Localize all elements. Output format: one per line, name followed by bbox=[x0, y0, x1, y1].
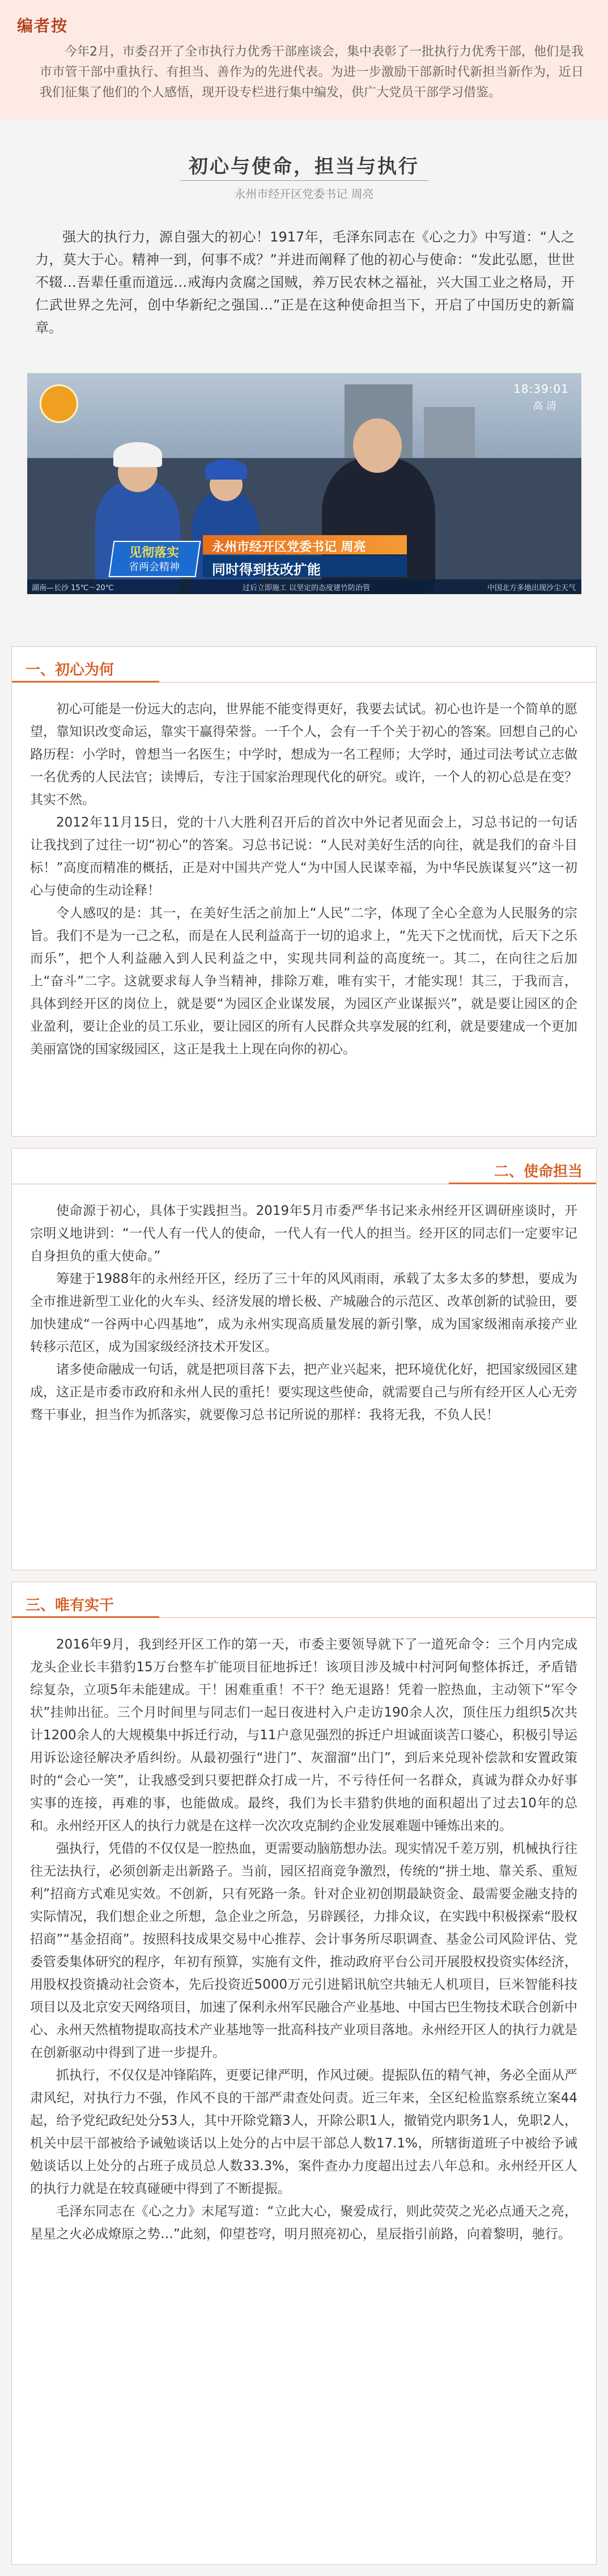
caption-badge-top: 见彻落实 bbox=[129, 546, 179, 560]
ticker-right: 中国北方多地出现沙尘天气 bbox=[487, 584, 576, 592]
section-card-2 bbox=[11, 1148, 597, 1570]
intro-paragraph: 强大的执行力，源自强大的初心！1917年，毛泽东同志在《心之力》中写道：“人之力，莫大于心。精神一到，何事不成？”并进而阐释了他的初心与使命：“发此弘愿，世世不辍…吾辈任重而道远…戒海内贪腐之国贼，养万民农林之福祉，兴大国工业之格局，开仁武世界之先河，创中华新纪之强国…”正是在这种使命担当下，开启了中国历史的新篇章。 bbox=[35, 229, 575, 336]
section-paragraph: 初心可能是一份远大的志向，世界能不能变得更好，我要去试试。初心也许是一个简单的愿望，靠知识改变命运，靠实干赢得荣誉。一千个人，会有一千个关于初心的答案。回想自己的心路历程：小学时，曾想当一名医生；中学时，想成为一名工程师；大学时，通过司法考试立志做一名优秀的人民法官；读博后，专注于国家治理现代化的研究。或许，一个人的初心总是在变？其实不然。 bbox=[30, 702, 577, 807]
section-title-underline bbox=[12, 1616, 159, 1618]
editor-note-text: 今年2月，市委召开了全市执行力优秀干部座谈会，集中表彰了一批执行力优秀干部，他们是我市市管干部中重执行、有担当、善作为的先进代表。为进一步激励干部新时代新担当新作为，近日我们征集了他们的个人感悟，现开设专栏进行集中编发，供广大党员干部学习借鉴。 bbox=[40, 45, 584, 100]
section-title-underline bbox=[12, 681, 159, 683]
caption-subtitle: 同时得到技改扩能 bbox=[212, 562, 321, 578]
section-paragraph: 抓执行，不仅仅是冲锋陷阵，更要记律严明，作风过硬。提振队伍的精气神，务必全面从严肃风纪，对执行力不强，作风不良的干部严肃查处问责。近三年来，全区纪检监察系统立案44起，给予党纪政纪处分53人，其中开除党籍3人，开除公职1人，撤销党内职务1人，免职2人，机关中层干部被给予诫勉谈话以上处分的占中层干部总人数17.1%，所辖街道班子中被给予诫勉谈话以上处分的占班子成员总人数33.3%，案件查办力度超出过去八年总和。永州经开区人的执行力就是在较真碰硬中得到了不断提振。 bbox=[30, 2068, 577, 2196]
section-paragraph: 毛泽东同志在《心之力》末尾写道：“立此大心，聚爱成行，则此荧荧之光必点通天之亮，星星之火必成燎原之势…”此刻，仰望苍穹，明月照亮初心，星辰指引前路，向着黎明，驰行。 bbox=[30, 2204, 577, 2242]
section-card-1 bbox=[11, 646, 597, 1137]
section-card-3 bbox=[11, 1582, 597, 2565]
tv-quality: 高 清 bbox=[533, 400, 556, 412]
section-header bbox=[12, 1582, 596, 1619]
article-byline: 永州市经开区党委书记 周亮 bbox=[234, 187, 374, 201]
section-rule bbox=[159, 682, 596, 683]
section-paragraph: 强执行，凭借的不仅仅是一腔热血，更需要动脑筋想办法。现实情况千差万别，机械执行往往无法执行，必须创新走出新路子。当前，园区招商竞争激烈，传统的“拼土地、靠关系、重短利”招商方式难见实效。不创新，只有死路一条。针对企业初创期最缺资金、最需要金融支持的实际情况，我们想企业之所想，急企业之所急，另辟蹊径，力排众议，在实践中积极探索“股权招商”“基金招商”。按照科技成果交易中心推荐、会计事务所尽职调查、基金公司风险评估、党委管委集体研究的程序，年初有预算，实施有文件，推动政府平台公司开展股权投资实体经济，用股权投资撬动社会资本，先后投资近5000万元引进韬讯航空共轴无人机项目，巨米智能科技项目以及北京安天网络项目，加速了保利永州军民融合产业基地、中国古巴生物技术联合创新中心、永州天然植物提取高技术产业基地等一批高科技产业项目落地。永州经开区人的执行力就是在创新驱动中得到了进一步提升。 bbox=[30, 1841, 577, 2060]
official-head bbox=[353, 418, 402, 473]
section-body bbox=[30, 1633, 577, 2245]
article-title: 初心与使命，担当与执行 bbox=[189, 155, 419, 178]
section-title-underline bbox=[449, 1183, 596, 1184]
white-helmet bbox=[113, 442, 162, 467]
ticker-mid: 过后立即施工 以坚定的态度建竹防治管 bbox=[243, 584, 371, 592]
section-body bbox=[30, 698, 577, 1061]
caption-badge-bottom: 省两会精神 bbox=[129, 561, 180, 573]
section-title: 二、使命担当 bbox=[494, 1163, 583, 1180]
section-title: 一、初心为何 bbox=[25, 662, 114, 679]
news-photo bbox=[27, 373, 581, 594]
section-header bbox=[12, 647, 596, 683]
section-body bbox=[30, 1200, 577, 1426]
section-paragraph: 使命源于初心，具体于实践担当。2019年5月市委严华书记来永州经开区调研座谈时，开宗明义地讲到：“一代人有一代人的使命，一代人有一代人的担当。经开区的同志们一定要牢记自身担负的重大使命。” bbox=[30, 1204, 577, 1264]
section-paragraph: 2012年11月15日，党的十八大胜利召开后的首次中外记者见面会上，习总书记的一句话让我找到了过往一切“初心”的答案。习总书记说：“人民对美好生活的向往，就是我们的奋斗目标！”高度而精准的概括，正是对中国共产党人“为中国人民谋幸福，为中华民族谋复兴”这一初心与使命的生动诠释！ bbox=[30, 815, 577, 898]
editor-note bbox=[0, 0, 608, 119]
title-divider bbox=[180, 180, 428, 181]
intro-text bbox=[35, 226, 575, 339]
article-header bbox=[0, 130, 608, 210]
tv-station-logo-icon bbox=[40, 384, 78, 423]
ticker-left: 湖南—长沙 15℃～20℃ bbox=[32, 584, 114, 592]
section-paragraph: 筹建于1988年的永州经开区，经历了三十年的风风雨雨，承载了太多太多的梦想，要成为全市推进新型工业化的火车头、经济发展的增长极、产城融合的示范区、改革创新的试验田，要加快建成“一谷两中心四基地”，成为永州实现高质量发展的新引擎，成为国家级湘南承接产业转移示范区，成为国家级经济技术开发区。 bbox=[30, 1272, 577, 1354]
caption-person: 永州市经开区党委书记 周亮 bbox=[212, 540, 366, 554]
blue-helmet bbox=[205, 459, 247, 480]
tv-time: 18:39:01 bbox=[513, 382, 569, 396]
section-paragraph: 诸多使命融成一句话，就是把项目落下去，把产业兴起来，把环境优化好，把国家级园区建成，这正是市委市政府和永州人民的重托！要实现这些使命，就需要自己与所有经开区人心无旁骛干事业，担当作为抓落实，就要像习总书记所说的那样：我将无我，不负人民！ bbox=[30, 1362, 577, 1422]
section-paragraph: 2016年9月，我到经开区工作的第一天，市委主要领导就下了一道死命令：三个月内完成龙头企业长丰猎豹15万台整车扩能项目征地拆迁！该项目涉及城中村河阿甸整体拆迁，矛盾错综复杂，立项5年未能建成。干！困难重重！不干？绝无退路！凭着一腔热血，主动领下“军令状”挂帅出征。三个月时间里与同志们一起日夜进村入户走访190余人次，顶住压力组织5次共计1200余人的大规模集中拆迁行动，与11户意见强烈的拆迁户坦诚面谈苦口婆心，积极引导运用诉讼途径解决矛盾纠纷。从最初强行“进门”、灰溜溜“出门”，到后来兑现补偿款和安置政策时的“会心一笑”，让我感受到只要把群众打成一片，不亏待任何一名群众，真诚为群众办好事实事的连接，再难的事，也能做成。最终，我们为长丰猎豹供地的面积超出了过去10年的总和。永州经开区人的执行力就是在这样一次次攻克制约企业发展难题中锤炼出来的。 bbox=[30, 1637, 577, 1833]
section-rule bbox=[159, 1617, 596, 1618]
worker-figure bbox=[95, 481, 180, 594]
section-header bbox=[12, 1149, 596, 1185]
section-paragraph: 令人感叹的是：其一，在美好生活之前加上“人民”二字，体现了全心全意为人民服务的宗旨。我们不是为一己之私，而是在人民利益高于一切的追求上，“先天下之忧而忧，后天下之乐而乐”，把个人利益融入到人民利益之中，实现共同利益的高度统一。其二，在向往之后加上“奋斗”二字。这就要求每人争当精神，排除万难，唯有实干，才能实现！其三，于我而言，具体到经开区的岗位上，就是要“为园区企业谋发展，为园区产业谋振兴”，就是要让园区的企业盈利，要让企业的员工乐业，要让园区的所有人民群众共享发展的红利，就是要建成一个更加美丽富饶的国家级园区，这正是我土上现在向你的初心。 bbox=[30, 906, 577, 1057]
photo-sky bbox=[27, 373, 581, 469]
editor-note-tag: 编者按 bbox=[17, 16, 69, 35]
section-title: 三、唯有实干 bbox=[25, 1597, 114, 1614]
